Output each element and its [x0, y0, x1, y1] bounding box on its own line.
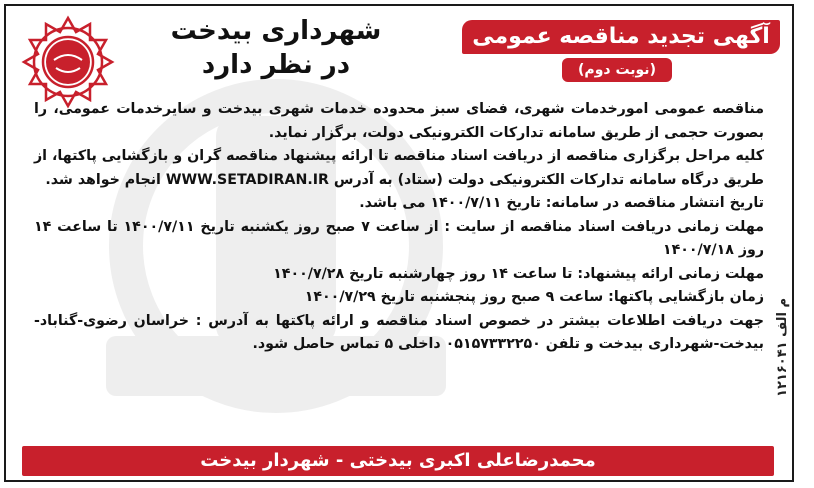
city-name: شهرداری بیدخت — [170, 16, 382, 46]
paragraph-procedure: کلیه مراحل برگزاری مناقصه از دریافت اسناد مناقصه تا ارائه پیشنهاد مناقصه گران و بازگشایی پاکتها، از طریق درگاه سامانه تدارکات الکترونیکی دولت (ستاد) به آدرس WWW.SETADIRAN.IR انجام خواهد شد. — [34, 148, 764, 188]
paragraph-document-deadline: مهلت زمانی دریافت اسناد مناقصه از سایت : از ساعت ۷ صبح روز یکشنبه تاریخ ۱۴۰۰/۷/۱۱ تا ساعت ۱۴ روز ۱۴۰۰/۷/۱۸ — [34, 218, 764, 258]
paragraph-publish-date: تاریخ انتشار مناقصه در سامانه: تاریخ ۱۴۰۰/۷/۱۱ می باشد. — [359, 195, 764, 211]
paragraph-contact: جهت دریافت اطلاعات بیشتر در خصوص اسناد مناقصه و ارائه پاکتها به آدرس : خراسان رضوی-گناباد-بیدخت-شهرداری بیدخت و تلفن ۰۵۱۵۷۳۳۲۲۵۰ داخلی ۵ تماس حاصل شود. — [34, 312, 764, 352]
paragraph-scope: مناقصه عمومی امورخدمات شهری، فضای سبز محدوده خدمات شهری بیدخت و سایرخدمات عمومی، را بصورت حجمی از طریق سامانه تدارکات الکترونیکی دولت، برگزار نماید. — [34, 101, 764, 141]
municipality-logo — [20, 14, 116, 110]
paragraph-opening-time: زمان بازگشایی پاکتها: ساعت ۹ صبح روز پنجشنبه تاریخ ۱۴۰۰/۷/۲۹ — [304, 289, 764, 305]
side-reference-code: م الف ۱۲۱۶۰۴۱ — [775, 298, 791, 397]
notice-body — [34, 98, 764, 357]
notice-frame — [4, 4, 794, 482]
city-title — [126, 14, 426, 82]
round-label: (نوبت دوم) — [562, 58, 672, 82]
tender-banner: آگهی تجدید مناقصه عمومی — [462, 20, 780, 54]
city-subtitle: در نظر دارد — [201, 50, 351, 80]
signature-bar: محمدرضاعلی اکبری بیدختی - شهردار بیدخت — [22, 446, 774, 476]
paragraph-offer-deadline: مهلت زمانی ارائه پیشنهاد: تا ساعت ۱۴ روز چهارشنبه تاریخ ۱۴۰۰/۷/۲۸ — [273, 265, 764, 282]
